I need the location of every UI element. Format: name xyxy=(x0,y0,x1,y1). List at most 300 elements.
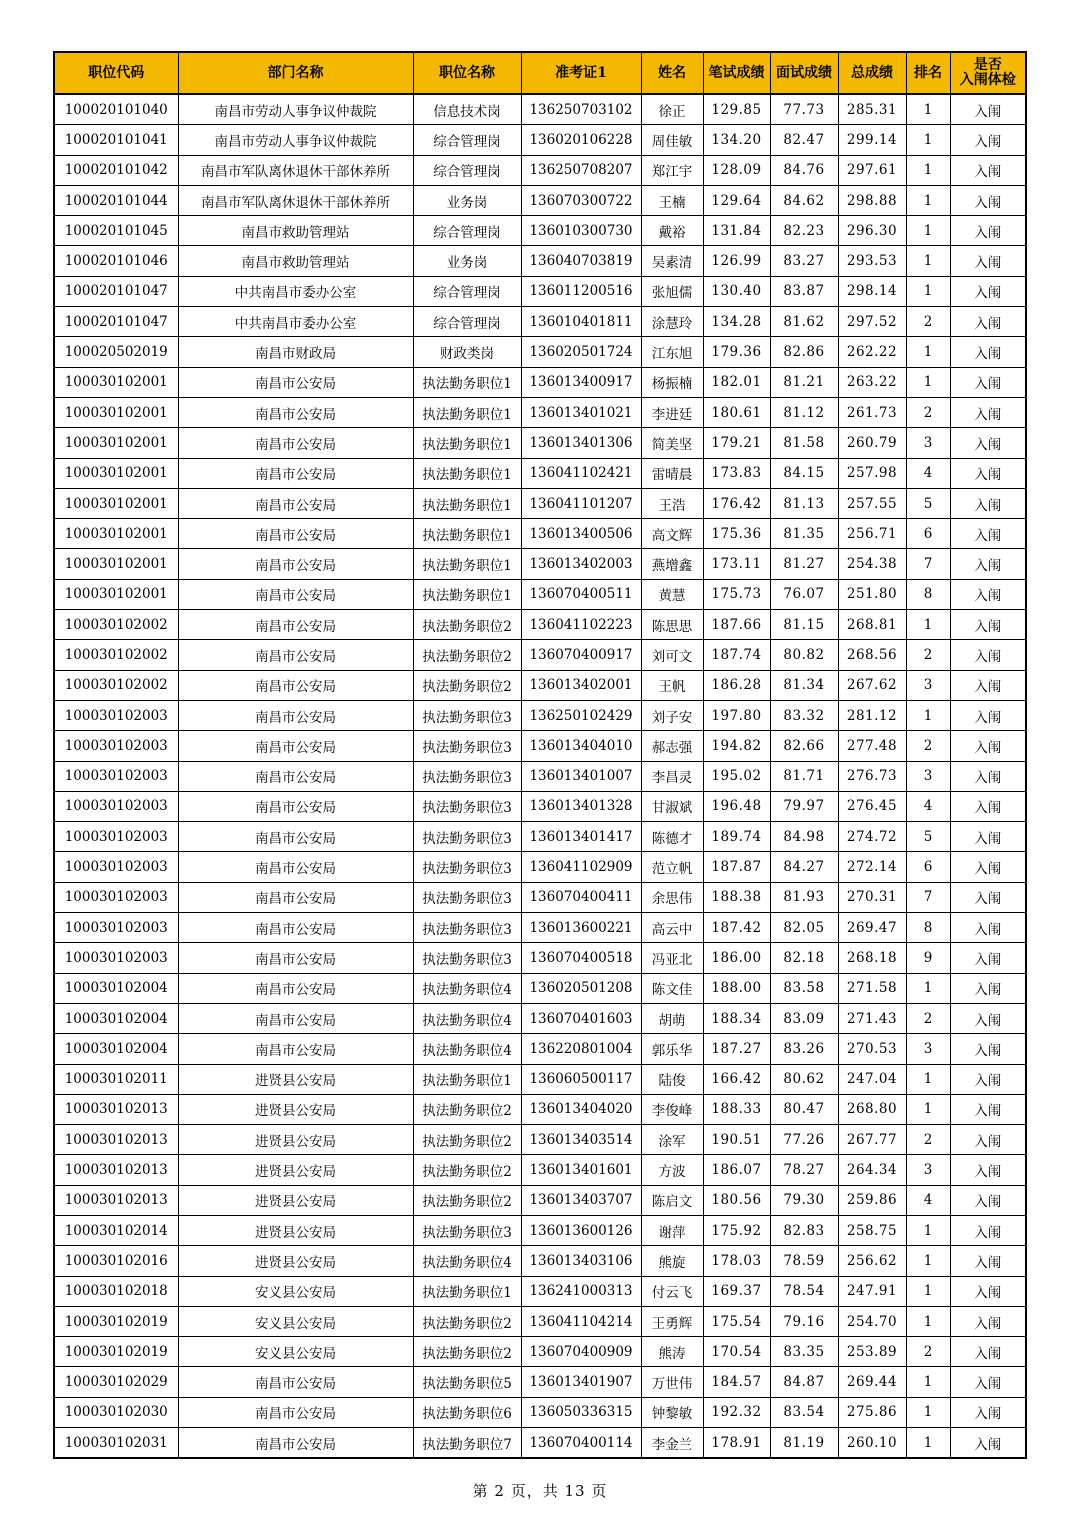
table-row xyxy=(54,791,1026,821)
cell-total-score: 257.55 xyxy=(838,488,906,518)
cell-position-code: 100020101044 xyxy=(54,185,178,215)
cell-rank: 5 xyxy=(906,488,950,518)
cell-candidate-name: 高文辉 xyxy=(641,519,703,549)
cell-physical-exam-status: 入闱 xyxy=(950,610,1026,640)
cell-exam-id: 136250708207 xyxy=(521,155,641,185)
cell-exam-id: 136013600126 xyxy=(521,1215,641,1245)
cell-exam-id: 136040703819 xyxy=(521,246,641,276)
cell-rank: 1 xyxy=(906,125,950,155)
cell-physical-exam-status: 入闱 xyxy=(950,155,1026,185)
table-row xyxy=(54,700,1026,730)
cell-interview-score: 81.93 xyxy=(770,882,838,912)
cell-candidate-name: 王勇辉 xyxy=(641,1306,703,1336)
cell-written-score: 166.42 xyxy=(703,1064,770,1094)
cell-candidate-name: 李金兰 xyxy=(641,1428,703,1459)
cell-rank: 2 xyxy=(906,1337,950,1367)
cell-total-score: 258.75 xyxy=(838,1215,906,1245)
cell-written-score: 176.42 xyxy=(703,488,770,518)
table-row xyxy=(54,216,1026,246)
cell-position-name: 执法勤务职位5 xyxy=(413,1367,521,1397)
table-row xyxy=(54,458,1026,488)
cell-total-score: 270.31 xyxy=(838,882,906,912)
cell-written-score: 129.85 xyxy=(703,94,770,125)
cell-candidate-name: 方波 xyxy=(641,1155,703,1185)
cell-interview-score: 79.30 xyxy=(770,1185,838,1215)
cell-total-score: 272.14 xyxy=(838,852,906,882)
cell-exam-id: 136011200516 xyxy=(521,276,641,306)
cell-physical-exam-status: 入闱 xyxy=(950,1367,1026,1397)
cell-rank: 1 xyxy=(906,1397,950,1427)
cell-written-score: 130.40 xyxy=(703,276,770,306)
cell-department: 进贤县公安局 xyxy=(178,1246,413,1276)
cell-position-name: 信息技术岗 xyxy=(413,94,521,125)
cell-department: 南昌市公安局 xyxy=(178,943,413,973)
cell-candidate-name: 涂军 xyxy=(641,1125,703,1155)
cell-position-name: 执法勤务职位3 xyxy=(413,943,521,973)
cell-exam-id: 136070400411 xyxy=(521,882,641,912)
cell-written-score: 175.36 xyxy=(703,519,770,549)
cell-candidate-name: 冯亚北 xyxy=(641,943,703,973)
cell-candidate-name: 万世伟 xyxy=(641,1367,703,1397)
cell-position-name: 执法勤务职位3 xyxy=(413,852,521,882)
cell-department: 南昌市公安局 xyxy=(178,428,413,458)
cell-candidate-name: 熊涛 xyxy=(641,1337,703,1367)
cell-candidate-name: 谢萍 xyxy=(641,1215,703,1245)
table-row xyxy=(54,488,1026,518)
cell-written-score: 175.92 xyxy=(703,1215,770,1245)
cell-total-score: 276.45 xyxy=(838,791,906,821)
cell-total-score: 298.88 xyxy=(838,185,906,215)
cell-total-score: 256.71 xyxy=(838,519,906,549)
cell-exam-id: 136010300730 xyxy=(521,216,641,246)
cell-rank: 1 xyxy=(906,1064,950,1094)
cell-total-score: 268.18 xyxy=(838,943,906,973)
cell-department: 南昌市公安局 xyxy=(178,791,413,821)
cell-candidate-name: 王帆 xyxy=(641,670,703,700)
cell-rank: 1 xyxy=(906,216,950,246)
cell-total-score: 268.80 xyxy=(838,1094,906,1124)
cell-written-score: 179.21 xyxy=(703,428,770,458)
cell-written-score: 187.74 xyxy=(703,640,770,670)
cell-exam-id: 136013403106 xyxy=(521,1246,641,1276)
cell-position-name: 执法勤务职位2 xyxy=(413,670,521,700)
cell-rank: 1 xyxy=(906,94,950,125)
cell-position-code: 100030102030 xyxy=(54,1397,178,1427)
cell-position-name: 执法勤务职位6 xyxy=(413,1397,521,1427)
table-row xyxy=(54,125,1026,155)
cell-position-name: 执法勤务职位1 xyxy=(413,1064,521,1094)
cell-physical-exam-status: 入闱 xyxy=(950,1155,1026,1185)
cell-exam-id: 136013400506 xyxy=(521,519,641,549)
cell-total-score: 261.73 xyxy=(838,397,906,427)
cell-exam-id: 136013401306 xyxy=(521,428,641,458)
table-row xyxy=(54,852,1026,882)
cell-position-name: 执法勤务职位3 xyxy=(413,882,521,912)
cell-position-name: 执法勤务职位1 xyxy=(413,1276,521,1306)
cell-position-code: 100030102019 xyxy=(54,1306,178,1336)
page-footer: 第 2 页，共 13 页 xyxy=(472,1482,608,1500)
cell-rank: 3 xyxy=(906,428,950,458)
cell-position-code: 100030102004 xyxy=(54,1003,178,1033)
cell-physical-exam-status: 入闱 xyxy=(950,1337,1026,1367)
cell-interview-score: 81.35 xyxy=(770,519,838,549)
table-row xyxy=(54,1397,1026,1427)
cell-rank: 4 xyxy=(906,1185,950,1215)
cell-interview-score: 81.58 xyxy=(770,428,838,458)
cell-rank: 1 xyxy=(906,1094,950,1124)
cell-department: 南昌市财政局 xyxy=(178,337,413,367)
cell-rank: 1 xyxy=(906,337,950,367)
cell-exam-id: 136013402001 xyxy=(521,670,641,700)
table-row xyxy=(54,1003,1026,1033)
cell-candidate-name: 钟黎敏 xyxy=(641,1397,703,1427)
cell-total-score: 251.80 xyxy=(838,579,906,609)
table-row xyxy=(54,731,1026,761)
cell-position-name: 执法勤务职位2 xyxy=(413,640,521,670)
cell-total-score: 277.48 xyxy=(838,731,906,761)
cell-interview-score: 81.19 xyxy=(770,1428,838,1459)
table-row xyxy=(54,1306,1026,1336)
cell-interview-score: 82.86 xyxy=(770,337,838,367)
cell-rank: 5 xyxy=(906,822,950,852)
table-row xyxy=(54,519,1026,549)
cell-position-name: 执法勤务职位4 xyxy=(413,1246,521,1276)
cell-department: 南昌市公安局 xyxy=(178,519,413,549)
cell-position-code: 100030102001 xyxy=(54,458,178,488)
header-col-position-code: 职位代码 xyxy=(54,52,178,94)
cell-written-score: 182.01 xyxy=(703,367,770,397)
cell-rank: 3 xyxy=(906,761,950,791)
header-col-interview-score: 面试成绩 xyxy=(770,52,838,94)
cell-physical-exam-status: 入闱 xyxy=(950,549,1026,579)
cell-exam-id: 136013401417 xyxy=(521,822,641,852)
cell-candidate-name: 简美坚 xyxy=(641,428,703,458)
cell-total-score: 293.53 xyxy=(838,246,906,276)
cell-candidate-name: 付云飞 xyxy=(641,1276,703,1306)
cell-department: 南昌市公安局 xyxy=(178,731,413,761)
cell-department: 南昌市公安局 xyxy=(178,882,413,912)
cell-total-score: 263.22 xyxy=(838,367,906,397)
cell-candidate-name: 范立帆 xyxy=(641,852,703,882)
cell-exam-id: 136070400114 xyxy=(521,1428,641,1459)
cell-position-name: 执法勤务职位1 xyxy=(413,397,521,427)
cell-department: 南昌市公安局 xyxy=(178,852,413,882)
cell-position-name: 财政类岗 xyxy=(413,337,521,367)
table-row xyxy=(54,397,1026,427)
cell-exam-id: 136070400511 xyxy=(521,579,641,609)
cell-interview-score: 81.15 xyxy=(770,610,838,640)
cell-candidate-name: 李昌灵 xyxy=(641,761,703,791)
cell-total-score: 256.62 xyxy=(838,1246,906,1276)
cell-candidate-name: 杨振楠 xyxy=(641,367,703,397)
cell-physical-exam-status: 入闱 xyxy=(950,125,1026,155)
cell-physical-exam-status: 入闱 xyxy=(950,488,1026,518)
cell-position-name: 执法勤务职位3 xyxy=(413,822,521,852)
cell-position-code: 100030102018 xyxy=(54,1276,178,1306)
cell-position-code: 100020101042 xyxy=(54,155,178,185)
table-row xyxy=(54,640,1026,670)
cell-position-code: 100020101047 xyxy=(54,307,178,337)
table-row xyxy=(54,822,1026,852)
cell-department: 南昌市公安局 xyxy=(178,1428,413,1459)
cell-exam-id: 136013402003 xyxy=(521,549,641,579)
table-row xyxy=(54,1034,1026,1064)
cell-rank: 3 xyxy=(906,1034,950,1064)
cell-position-code: 100030102003 xyxy=(54,791,178,821)
cell-rank: 2 xyxy=(906,1125,950,1155)
cell-rank: 1 xyxy=(906,185,950,215)
cell-interview-score: 78.59 xyxy=(770,1246,838,1276)
cell-rank: 7 xyxy=(906,549,950,579)
cell-interview-score: 81.12 xyxy=(770,397,838,427)
cell-department: 南昌市公安局 xyxy=(178,913,413,943)
cell-exam-id: 136013403707 xyxy=(521,1185,641,1215)
cell-rank: 4 xyxy=(906,458,950,488)
cell-exam-id: 136013401328 xyxy=(521,791,641,821)
cell-exam-id: 136013404010 xyxy=(521,731,641,761)
cell-written-score: 188.33 xyxy=(703,1094,770,1124)
cell-rank: 1 xyxy=(906,1428,950,1459)
cell-interview-score: 82.66 xyxy=(770,731,838,761)
cell-physical-exam-status: 入闱 xyxy=(950,700,1026,730)
cell-total-score: 281.12 xyxy=(838,700,906,730)
cell-position-code: 100030102013 xyxy=(54,1155,178,1185)
cell-position-name: 执法勤务职位2 xyxy=(413,1155,521,1185)
header-col-rank: 排名 xyxy=(906,52,950,94)
cell-department: 南昌市公安局 xyxy=(178,1367,413,1397)
cell-position-code: 100030102014 xyxy=(54,1215,178,1245)
cell-physical-exam-status: 入闱 xyxy=(950,1215,1026,1245)
cell-written-score: 131.84 xyxy=(703,216,770,246)
table-row xyxy=(54,155,1026,185)
cell-position-code: 100030102001 xyxy=(54,397,178,427)
cell-total-score: 267.62 xyxy=(838,670,906,700)
table-row xyxy=(54,1215,1026,1245)
cell-rank: 1 xyxy=(906,1367,950,1397)
cell-position-code: 100030102013 xyxy=(54,1125,178,1155)
cell-total-score: 270.53 xyxy=(838,1034,906,1064)
cell-total-score: 260.10 xyxy=(838,1428,906,1459)
cell-interview-score: 84.98 xyxy=(770,822,838,852)
cell-position-name: 执法勤务职位3 xyxy=(413,700,521,730)
table-row xyxy=(54,1155,1026,1185)
cell-written-score: 173.83 xyxy=(703,458,770,488)
cell-department: 进贤县公安局 xyxy=(178,1064,413,1094)
cell-interview-score: 84.27 xyxy=(770,852,838,882)
cell-department: 南昌市公安局 xyxy=(178,1034,413,1064)
cell-written-score: 188.38 xyxy=(703,882,770,912)
cell-physical-exam-status: 入闱 xyxy=(950,973,1026,1003)
table-row xyxy=(54,367,1026,397)
cell-physical-exam-status: 入闱 xyxy=(950,1428,1026,1459)
cell-physical-exam-status: 入闱 xyxy=(950,640,1026,670)
cell-physical-exam-status: 入闱 xyxy=(950,94,1026,125)
cell-position-code: 100030102001 xyxy=(54,428,178,458)
cell-exam-id: 136070400909 xyxy=(521,1337,641,1367)
cell-total-score: 269.47 xyxy=(838,913,906,943)
cell-written-score: 178.03 xyxy=(703,1246,770,1276)
cell-total-score: 276.73 xyxy=(838,761,906,791)
cell-physical-exam-status: 入闱 xyxy=(950,1246,1026,1276)
cell-candidate-name: 燕增鑫 xyxy=(641,549,703,579)
cell-department: 南昌市救助管理站 xyxy=(178,216,413,246)
table-row xyxy=(54,549,1026,579)
cell-candidate-name: 刘子安 xyxy=(641,700,703,730)
cell-exam-id: 136020106228 xyxy=(521,125,641,155)
cell-written-score: 178.91 xyxy=(703,1428,770,1459)
cell-candidate-name: 李进廷 xyxy=(641,397,703,427)
cell-position-name: 执法勤务职位1 xyxy=(413,428,521,458)
cell-interview-score: 82.83 xyxy=(770,1215,838,1245)
cell-physical-exam-status: 入闱 xyxy=(950,1185,1026,1215)
cell-written-score: 180.61 xyxy=(703,397,770,427)
cell-department: 南昌市军队离休退休干部休养所 xyxy=(178,185,413,215)
cell-position-code: 100030102001 xyxy=(54,579,178,609)
cell-written-score: 192.32 xyxy=(703,1397,770,1427)
cell-position-name: 执法勤务职位3 xyxy=(413,1215,521,1245)
cell-position-name: 执法勤务职位2 xyxy=(413,1306,521,1336)
cell-interview-score: 82.18 xyxy=(770,943,838,973)
cell-candidate-name: 涂慧玲 xyxy=(641,307,703,337)
cell-physical-exam-status: 入闱 xyxy=(950,1003,1026,1033)
cell-candidate-name: 陆俊 xyxy=(641,1064,703,1094)
cell-department: 南昌市劳动人事争议仲裁院 xyxy=(178,125,413,155)
cell-candidate-name: 王楠 xyxy=(641,185,703,215)
cell-candidate-name: 胡萌 xyxy=(641,1003,703,1033)
cell-written-score: 129.64 xyxy=(703,185,770,215)
table-row xyxy=(54,1064,1026,1094)
cell-position-code: 100030102003 xyxy=(54,822,178,852)
cell-total-score: 268.56 xyxy=(838,640,906,670)
cell-candidate-name: 陈思思 xyxy=(641,610,703,640)
cell-department: 安义县公安局 xyxy=(178,1306,413,1336)
cell-position-code: 100030102003 xyxy=(54,761,178,791)
cell-total-score: 254.38 xyxy=(838,549,906,579)
cell-position-name: 执法勤务职位3 xyxy=(413,791,521,821)
cell-written-score: 190.51 xyxy=(703,1125,770,1155)
cell-position-name: 执法勤务职位1 xyxy=(413,579,521,609)
cell-position-code: 100030102016 xyxy=(54,1246,178,1276)
cell-position-name: 执法勤务职位3 xyxy=(413,731,521,761)
cell-interview-score: 81.62 xyxy=(770,307,838,337)
table-row xyxy=(54,1246,1026,1276)
cell-rank: 3 xyxy=(906,670,950,700)
table-row xyxy=(54,1276,1026,1306)
cell-exam-id: 136070400917 xyxy=(521,640,641,670)
cell-department: 南昌市公安局 xyxy=(178,488,413,518)
cell-physical-exam-status: 入闱 xyxy=(950,913,1026,943)
cell-candidate-name: 郝志强 xyxy=(641,731,703,761)
cell-exam-id: 136250703102 xyxy=(521,94,641,125)
cell-position-code: 100030102013 xyxy=(54,1185,178,1215)
cell-candidate-name: 甘淑斌 xyxy=(641,791,703,821)
cell-position-code: 100020101046 xyxy=(54,246,178,276)
cell-interview-score: 82.05 xyxy=(770,913,838,943)
cell-department: 南昌市公安局 xyxy=(178,458,413,488)
cell-position-code: 100030102003 xyxy=(54,913,178,943)
cell-written-score: 175.54 xyxy=(703,1306,770,1336)
cell-position-name: 执法勤务职位2 xyxy=(413,1185,521,1215)
cell-department: 进贤县公安局 xyxy=(178,1125,413,1155)
cell-exam-id: 136060500117 xyxy=(521,1064,641,1094)
cell-department: 南昌市公安局 xyxy=(178,1003,413,1033)
cell-total-score: 271.58 xyxy=(838,973,906,1003)
table-row xyxy=(54,246,1026,276)
cell-physical-exam-status: 入闱 xyxy=(950,882,1026,912)
cell-interview-score: 80.62 xyxy=(770,1064,838,1094)
cell-position-code: 100030102003 xyxy=(54,731,178,761)
table-body xyxy=(54,94,1026,1458)
cell-position-code: 100030102002 xyxy=(54,610,178,640)
cell-department: 南昌市军队离休退休干部休养所 xyxy=(178,155,413,185)
table-row xyxy=(54,882,1026,912)
header-col-department: 部门名称 xyxy=(178,52,413,94)
cell-department: 南昌市公安局 xyxy=(178,640,413,670)
cell-interview-score: 79.16 xyxy=(770,1306,838,1336)
cell-exam-id: 136070401603 xyxy=(521,1003,641,1033)
cell-written-score: 196.48 xyxy=(703,791,770,821)
cell-physical-exam-status: 入闱 xyxy=(950,1125,1026,1155)
cell-candidate-name: 高云中 xyxy=(641,913,703,943)
cell-physical-exam-status: 入闱 xyxy=(950,791,1026,821)
cell-position-code: 100020101040 xyxy=(54,94,178,125)
cell-position-code: 100030102029 xyxy=(54,1367,178,1397)
cell-interview-score: 77.73 xyxy=(770,94,838,125)
table-row xyxy=(54,943,1026,973)
cell-total-score: 264.34 xyxy=(838,1155,906,1185)
cell-rank: 1 xyxy=(906,1306,950,1336)
cell-department: 中共南昌市委办公室 xyxy=(178,276,413,306)
header-col-exam-id: 准考证1 xyxy=(521,52,641,94)
cell-candidate-name: 陈启文 xyxy=(641,1185,703,1215)
cell-position-name: 执法勤务职位7 xyxy=(413,1428,521,1459)
cell-interview-score: 81.27 xyxy=(770,549,838,579)
cell-position-name: 执法勤务职位4 xyxy=(413,1003,521,1033)
cell-interview-score: 76.07 xyxy=(770,579,838,609)
table-row xyxy=(54,1185,1026,1215)
cell-department: 南昌市公安局 xyxy=(178,579,413,609)
cell-interview-score: 83.87 xyxy=(770,276,838,306)
cell-department: 中共南昌市委办公室 xyxy=(178,307,413,337)
cell-total-score: 259.86 xyxy=(838,1185,906,1215)
cell-exam-id: 136013400917 xyxy=(521,367,641,397)
cell-candidate-name: 陈文佳 xyxy=(641,973,703,1003)
cell-position-code: 100030102001 xyxy=(54,367,178,397)
cell-written-score: 175.73 xyxy=(703,579,770,609)
cell-department: 南昌市公安局 xyxy=(178,367,413,397)
cell-position-name: 执法勤务职位4 xyxy=(413,973,521,1003)
cell-written-score: 194.82 xyxy=(703,731,770,761)
cell-interview-score: 82.47 xyxy=(770,125,838,155)
cell-physical-exam-status: 入闱 xyxy=(950,397,1026,427)
cell-written-score: 184.57 xyxy=(703,1367,770,1397)
cell-total-score: 297.52 xyxy=(838,307,906,337)
cell-department: 南昌市公安局 xyxy=(178,700,413,730)
cell-exam-id: 136070400518 xyxy=(521,943,641,973)
cell-total-score: 267.77 xyxy=(838,1125,906,1155)
cell-department: 南昌市公安局 xyxy=(178,1397,413,1427)
cell-interview-score: 80.82 xyxy=(770,640,838,670)
cell-exam-id: 136013401007 xyxy=(521,761,641,791)
cell-exam-id: 136041102223 xyxy=(521,610,641,640)
cell-rank: 8 xyxy=(906,913,950,943)
cell-exam-id: 136041104214 xyxy=(521,1306,641,1336)
cell-interview-score: 77.26 xyxy=(770,1125,838,1155)
cell-position-name: 执法勤务职位2 xyxy=(413,1337,521,1367)
cell-physical-exam-status: 入闱 xyxy=(950,337,1026,367)
cell-interview-score: 82.23 xyxy=(770,216,838,246)
cell-total-score: 296.30 xyxy=(838,216,906,246)
